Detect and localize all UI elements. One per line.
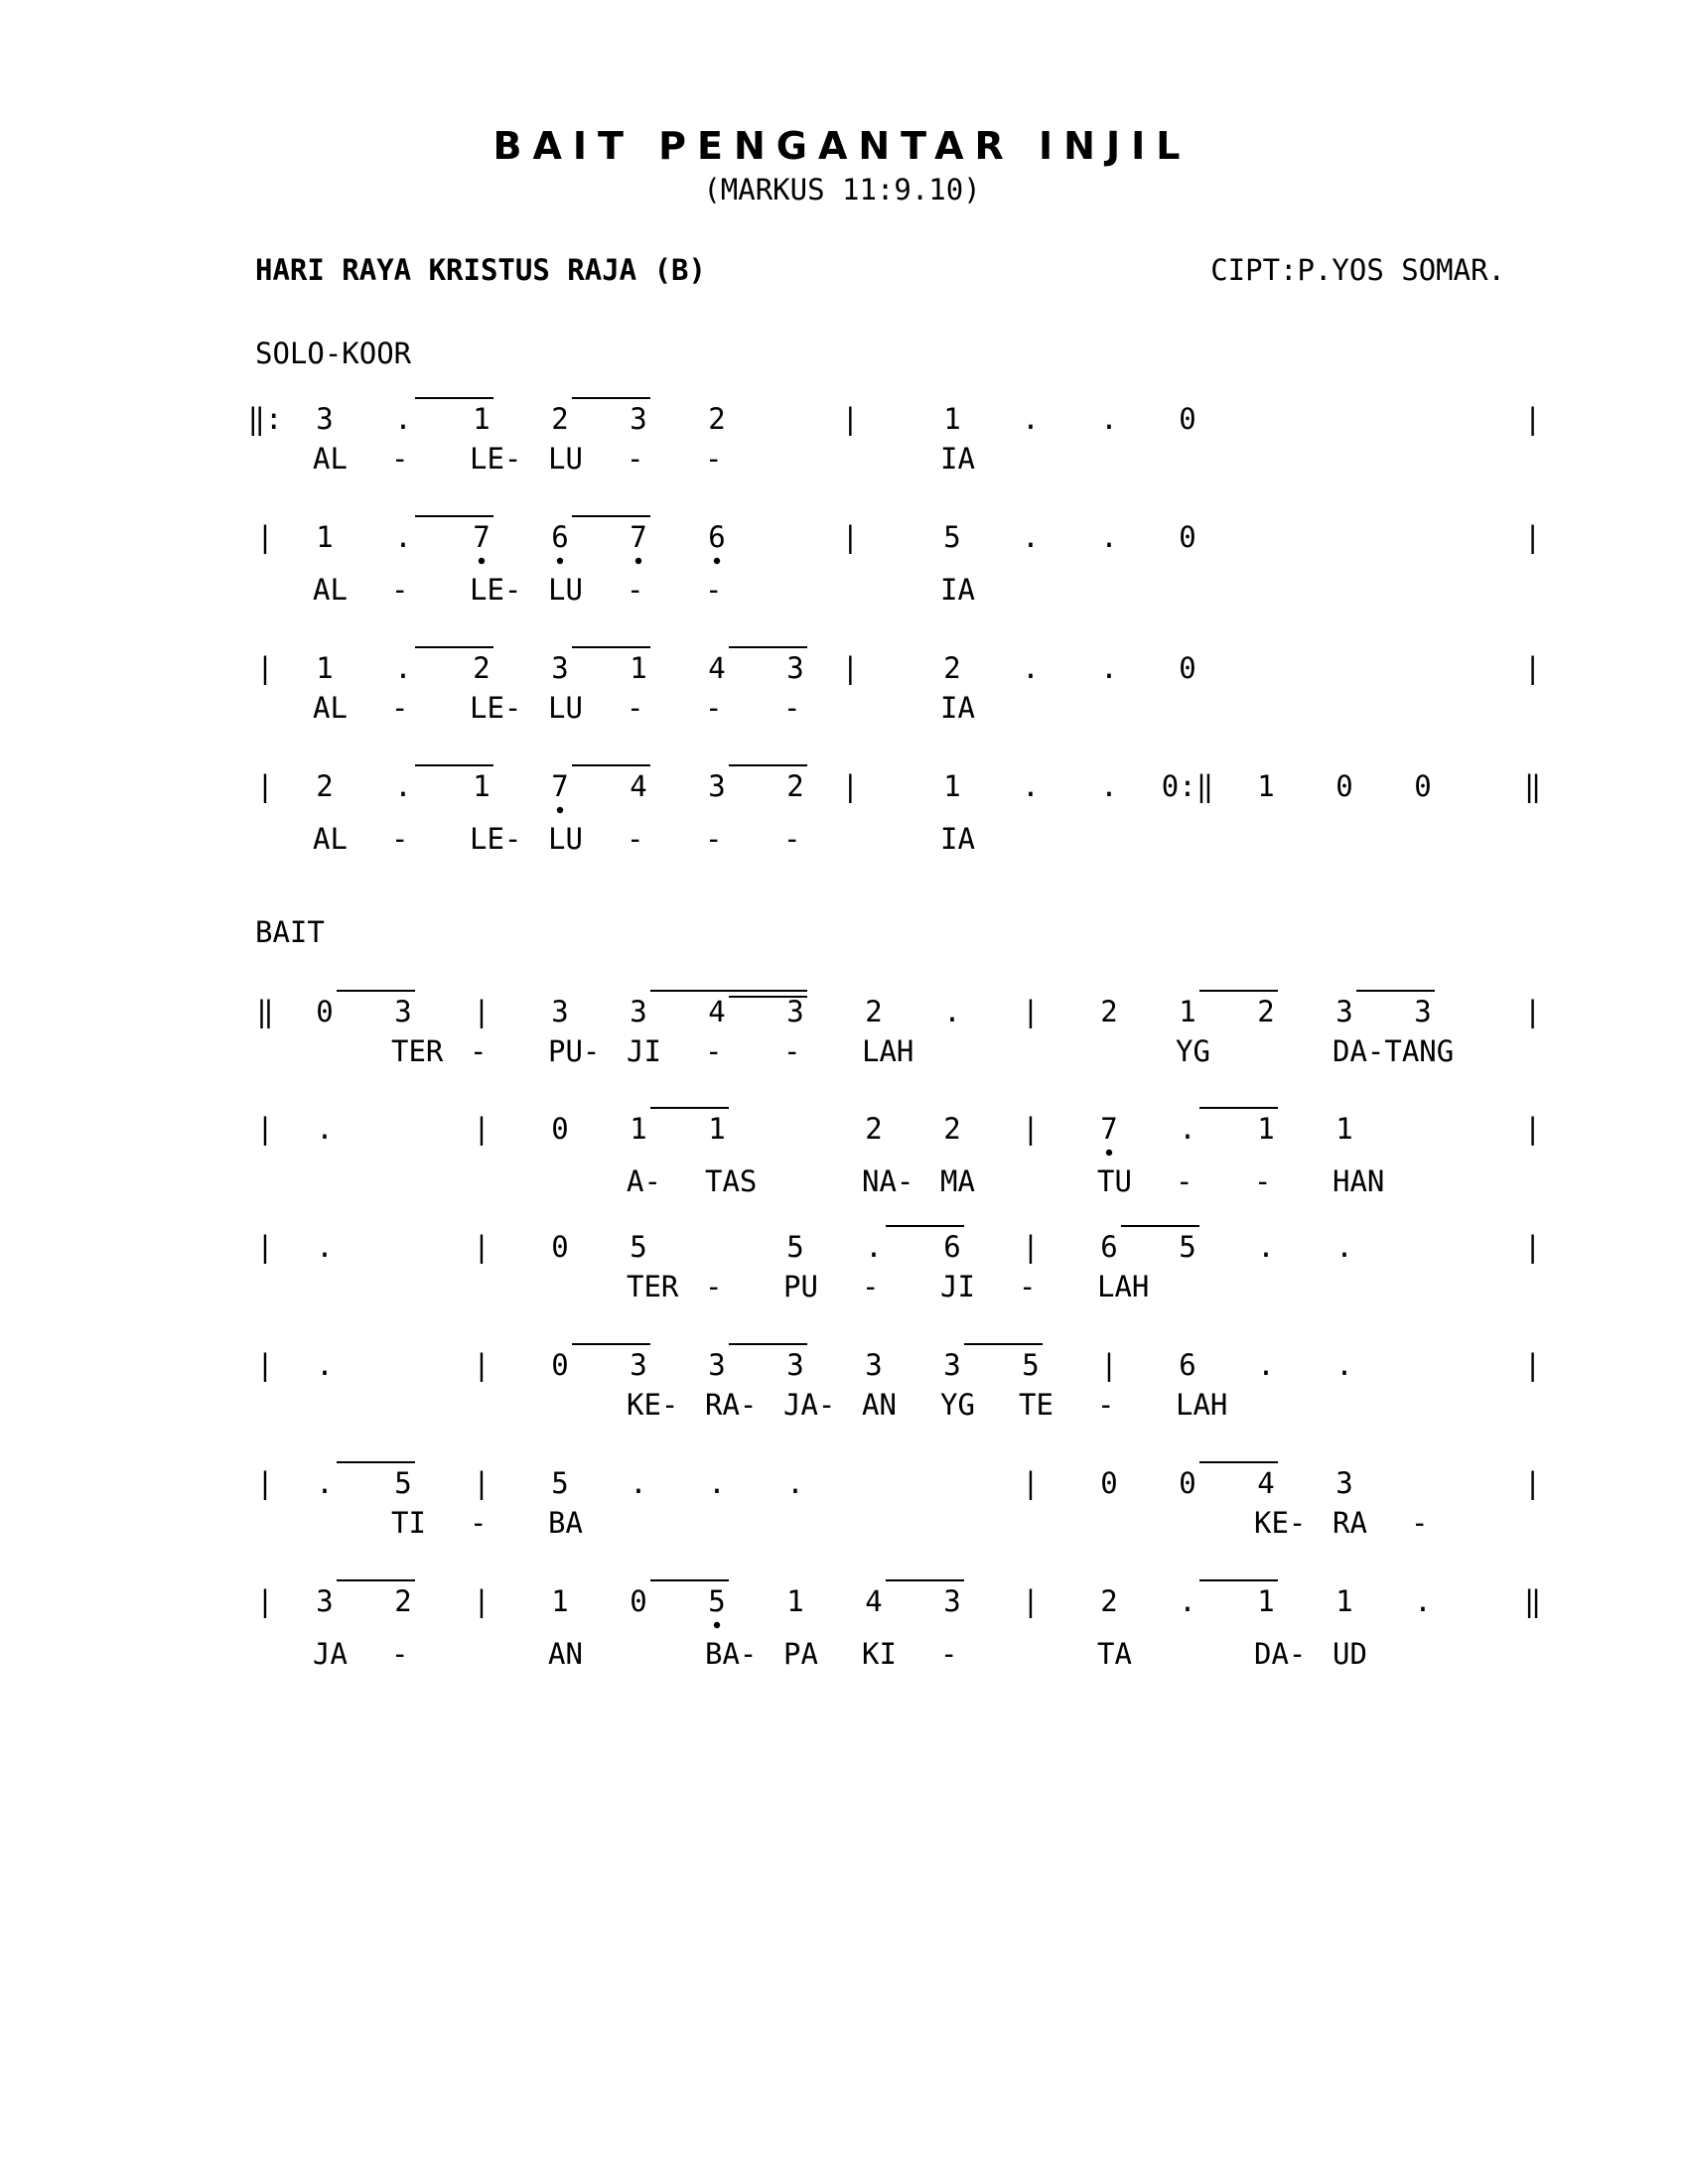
note: 3 [630, 1348, 647, 1382]
barline: | [1523, 402, 1542, 436]
start-barline: | [256, 520, 274, 554]
note: 2 [865, 995, 883, 1028]
lyric-syllable: PA [783, 1637, 818, 1671]
note: 3 [943, 1584, 961, 1618]
note: . [316, 1112, 334, 1146]
note: . [1100, 402, 1118, 436]
note: 2 [1100, 1584, 1118, 1618]
note: 0 [1179, 520, 1196, 554]
note: 1 [473, 402, 491, 436]
note: 3 [943, 1348, 961, 1382]
note: . [943, 995, 961, 1028]
lyric-syllable: YG [940, 1388, 975, 1422]
note: 2 [865, 1112, 883, 1146]
note: . [1022, 651, 1040, 685]
note: 0 [551, 1230, 569, 1264]
note: . [1022, 769, 1040, 803]
lyric-syllable: TI [391, 1506, 426, 1540]
barline: | [1523, 1230, 1542, 1264]
note: . [1022, 402, 1040, 436]
lyric-syllable: LE- [470, 573, 522, 607]
lyric-syllable: - [627, 442, 644, 476]
lyric-syllable: PU- [548, 1034, 601, 1068]
lyric-syllable: - [1411, 1506, 1429, 1540]
lyric-syllable: LE- [470, 822, 522, 856]
lyric-syllable: - [862, 1270, 880, 1303]
note: 3 [394, 995, 412, 1028]
note: 3 [316, 1584, 334, 1618]
lyric-syllable: AN [548, 1637, 583, 1671]
lyric-syllable: TER [391, 1034, 444, 1068]
start-barline: | [256, 1112, 274, 1146]
barline: 0:‖ [1161, 769, 1214, 803]
note: 5 [786, 1230, 804, 1264]
lyric-syllable: IA [940, 822, 975, 856]
note: 2 [943, 1112, 961, 1146]
note: . [1335, 1348, 1353, 1382]
barline: | [1100, 1348, 1118, 1382]
lyric-syllable: JA- [783, 1388, 836, 1422]
note: 7 [630, 520, 647, 554]
note: 4 [708, 651, 726, 685]
note: 1 [708, 1112, 726, 1146]
note: 1 [1335, 1584, 1353, 1618]
page-title: BAIT PENGANTAR INJIL [492, 124, 1192, 168]
note: 5 [943, 520, 961, 554]
lyric-syllable: - [470, 1506, 488, 1540]
note: . [1257, 1230, 1275, 1264]
lyric-syllable: AL [313, 691, 348, 725]
note: 3 [786, 1348, 804, 1382]
start-barline: | [256, 1348, 274, 1382]
lyric-syllable: PU [783, 1270, 818, 1303]
note: 6 [943, 1230, 961, 1264]
lyric-syllable: - [391, 1637, 409, 1671]
note: 3 [551, 651, 569, 685]
note: 1 [943, 769, 961, 803]
lower-octave-dot [557, 807, 563, 813]
lyric-syllable: - [705, 442, 723, 476]
note: 3 [786, 995, 804, 1028]
lyric-syllable: LE- [470, 691, 522, 725]
note: . [1100, 769, 1118, 803]
lyric-syllable: KI [862, 1637, 897, 1671]
barline: | [1022, 1112, 1040, 1146]
barline: ‖ [1523, 1584, 1542, 1618]
lyric-syllable: A- [627, 1164, 661, 1198]
lower-octave-dot [557, 558, 563, 564]
barline: | [1523, 1348, 1542, 1382]
note: 3 [316, 402, 334, 436]
lyric-syllable: LAH [1176, 1388, 1228, 1422]
lyric-syllable: - [705, 1034, 723, 1068]
lyric-syllable: AL [313, 822, 348, 856]
start-barline: | [256, 1230, 274, 1264]
note: 1 [1257, 1112, 1275, 1146]
lyric-syllable: TAS [705, 1164, 758, 1198]
lyric-syllable: LE- [470, 442, 522, 476]
note: 6 [551, 520, 569, 554]
lyric-syllable: LU [548, 573, 583, 607]
note: 1 [786, 1584, 804, 1618]
lyric-syllable: MA [940, 1164, 975, 1198]
lyric-syllable: LU [548, 442, 583, 476]
note: 5 [551, 1466, 569, 1500]
note: 2 [394, 1584, 412, 1618]
note: 5 [630, 1230, 647, 1264]
lyric-syllable: - [391, 691, 409, 725]
lyric-syllable: TU [1097, 1164, 1132, 1198]
note: 7 [551, 769, 569, 803]
lyric-syllable: DA-TANG [1333, 1034, 1455, 1068]
note: 1 [630, 1112, 647, 1146]
note: 2 [786, 769, 804, 803]
scripture-reference: (MARKUS 11:9.10) [703, 173, 981, 206]
note: . [786, 1466, 804, 1500]
lyric-syllable: BA- [705, 1637, 758, 1671]
barline: | [1022, 1230, 1040, 1264]
note: 0 [316, 995, 334, 1028]
barline: | [473, 1466, 491, 1500]
lyric-syllable: - [627, 691, 644, 725]
lyric-syllable: HAN [1333, 1164, 1385, 1198]
lyric-syllable: - [470, 1034, 488, 1068]
note: 3 [1335, 995, 1353, 1028]
note: 1 [473, 769, 491, 803]
note: 2 [1257, 995, 1275, 1028]
lyric-syllable: RA [1333, 1506, 1367, 1540]
composer-credit: CIPT:P.YOS SOMAR. [1210, 253, 1505, 287]
note: 3 [1414, 995, 1432, 1028]
note: 5 [1022, 1348, 1040, 1382]
lyric-syllable: YG [1176, 1034, 1210, 1068]
barline: | [841, 651, 860, 685]
note: 1 [1257, 769, 1275, 803]
note: . [630, 1466, 647, 1500]
note: 1 [630, 651, 647, 685]
note: 3 [865, 1348, 883, 1382]
note: 0 [1179, 651, 1196, 685]
note: 4 [708, 995, 726, 1028]
lyric-syllable: - [705, 691, 723, 725]
note: . [1022, 520, 1040, 554]
barline: | [1523, 1466, 1542, 1500]
occasion-heading: HARI RAYA KRISTUS RAJA (B) [255, 253, 706, 287]
note: 2 [473, 651, 491, 685]
barline: | [473, 1230, 491, 1264]
lyric-syllable: LU [548, 822, 583, 856]
note: 2 [316, 769, 334, 803]
note: . [1335, 1230, 1353, 1264]
lyric-syllable: - [391, 822, 409, 856]
note: 4 [865, 1584, 883, 1618]
lyric-syllable: RA- [705, 1388, 758, 1422]
note: . [1100, 651, 1118, 685]
lyric-syllable: DA- [1254, 1637, 1307, 1671]
lyric-syllable: - [705, 1270, 723, 1303]
note: 1 [1179, 995, 1196, 1028]
section-label-solo-koor: SOLO-KOOR [255, 337, 412, 370]
note: 3 [786, 651, 804, 685]
barline: ‖ [1523, 769, 1542, 803]
lyric-syllable: NA- [862, 1164, 914, 1198]
barline: | [1523, 520, 1542, 554]
note: 3 [708, 1348, 726, 1382]
note: . [316, 1466, 334, 1500]
lyric-syllable: TER [627, 1270, 679, 1303]
note: 6 [1100, 1230, 1118, 1264]
barline: | [473, 1112, 491, 1146]
barline: | [1523, 995, 1542, 1028]
lyric-syllable: AL [313, 442, 348, 476]
note: 6 [1179, 1348, 1196, 1382]
note: . [394, 769, 412, 803]
lyric-syllable: - [705, 573, 723, 607]
lyric-syllable: IA [940, 442, 975, 476]
lyric-syllable: - [391, 573, 409, 607]
note: 2 [551, 402, 569, 436]
note: 1 [316, 520, 334, 554]
note: 1 [316, 651, 334, 685]
note: . [316, 1230, 334, 1264]
note: 5 [708, 1584, 726, 1618]
barline: | [1022, 995, 1040, 1028]
barline: | [841, 769, 860, 803]
lyric-syllable: IA [940, 573, 975, 607]
lyric-syllable: - [1176, 1164, 1193, 1198]
barline: | [473, 1348, 491, 1382]
lyric-syllable: - [1254, 1164, 1272, 1198]
note: 1 [1335, 1112, 1353, 1146]
note: 0 [1414, 769, 1432, 803]
note: 4 [1257, 1466, 1275, 1500]
note: . [1179, 1584, 1196, 1618]
lyric-syllable: - [783, 822, 801, 856]
start-barline: ‖: [247, 402, 283, 436]
note: 5 [394, 1466, 412, 1500]
start-barline: | [256, 651, 274, 685]
lower-octave-dot [1106, 1150, 1112, 1156]
lyric-syllable: JA [313, 1637, 348, 1671]
lyric-syllable: - [627, 573, 644, 607]
lyric-syllable: AN [862, 1388, 897, 1422]
barline: | [473, 995, 491, 1028]
note: . [1414, 1584, 1432, 1618]
lyric-syllable: - [940, 1637, 958, 1671]
lyric-syllable: BA [548, 1506, 583, 1540]
note: 3 [630, 995, 647, 1028]
lyric-syllable: KE- [1254, 1506, 1307, 1540]
lyric-syllable: - [1097, 1388, 1115, 1422]
lyric-syllable: - [1019, 1270, 1037, 1303]
note: 1 [551, 1584, 569, 1618]
lyric-syllable: JI [627, 1034, 661, 1068]
note: 1 [943, 402, 961, 436]
note: . [316, 1348, 334, 1382]
lyric-syllable: - [627, 822, 644, 856]
lyric-syllable: AL [313, 573, 348, 607]
lyric-syllable: - [783, 691, 801, 725]
lyric-syllable: - [705, 822, 723, 856]
note: 3 [630, 402, 647, 436]
lower-octave-dot [714, 1622, 720, 1628]
lyric-syllable: TA [1097, 1637, 1132, 1671]
note: . [708, 1466, 726, 1500]
start-barline: ‖ [256, 995, 274, 1028]
barline: | [1022, 1466, 1040, 1500]
note: 0 [1179, 402, 1196, 436]
note: 0 [1179, 1466, 1196, 1500]
note: 2 [943, 651, 961, 685]
lyric-syllable: - [391, 442, 409, 476]
barline: | [473, 1584, 491, 1618]
lyric-syllable: KE- [627, 1388, 679, 1422]
barline: | [1022, 1584, 1040, 1618]
note: 7 [473, 520, 491, 554]
note: 4 [630, 769, 647, 803]
note: 3 [708, 769, 726, 803]
note: . [1179, 1112, 1196, 1146]
note: . [394, 520, 412, 554]
lower-octave-dot [479, 558, 485, 564]
note: 2 [708, 402, 726, 436]
section-label-bait: BAIT [255, 915, 325, 949]
note: 0 [551, 1348, 569, 1382]
lyric-syllable: LAH [1097, 1270, 1150, 1303]
lyric-syllable: UD [1333, 1637, 1367, 1671]
note: 0 [551, 1112, 569, 1146]
note: . [865, 1230, 883, 1264]
start-barline: | [256, 1584, 274, 1618]
barline: | [1523, 1112, 1542, 1146]
start-barline: | [256, 1466, 274, 1500]
note: . [394, 402, 412, 436]
barline: | [841, 402, 860, 436]
note: . [394, 651, 412, 685]
note: 3 [1335, 1466, 1353, 1500]
lyric-syllable: LU [548, 691, 583, 725]
note: 3 [551, 995, 569, 1028]
lower-octave-dot [635, 558, 641, 564]
lyric-syllable: JI [940, 1270, 975, 1303]
lyric-syllable: LAH [862, 1034, 914, 1068]
note: 0 [630, 1584, 647, 1618]
lyric-syllable: IA [940, 691, 975, 725]
note: . [1257, 1348, 1275, 1382]
note: 1 [1257, 1584, 1275, 1618]
barline: | [841, 520, 860, 554]
note: 7 [1100, 1112, 1118, 1146]
note: 6 [708, 520, 726, 554]
note: 0 [1335, 769, 1353, 803]
start-barline: | [256, 769, 274, 803]
lyric-syllable: - [783, 1034, 801, 1068]
note: . [1100, 520, 1118, 554]
lyric-syllable: TE [1019, 1388, 1053, 1422]
note: 0 [1100, 1466, 1118, 1500]
lower-octave-dot [714, 558, 720, 564]
note: 2 [1100, 995, 1118, 1028]
barline: | [1523, 651, 1542, 685]
note: 5 [1179, 1230, 1196, 1264]
